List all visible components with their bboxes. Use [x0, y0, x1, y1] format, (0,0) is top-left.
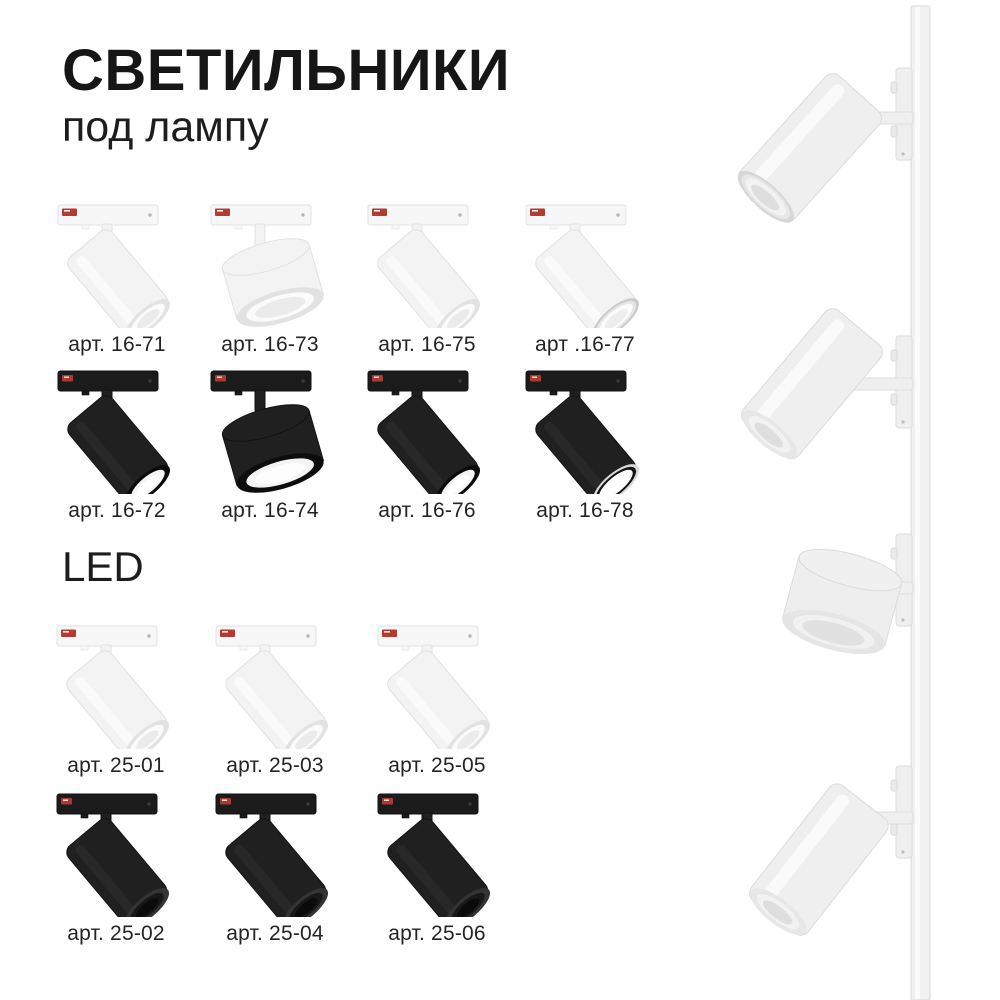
spotlight-cylinder-black-icon [510, 362, 660, 494]
spotlight-cylinder-black-icon [352, 362, 502, 494]
product-card [190, 196, 350, 357]
spotlight-illustration [41, 617, 191, 749]
product-article-label: арт. 16-78 [536, 499, 634, 522]
spotlight-cylinder-white-icon [510, 196, 660, 328]
spotlight-illustration [195, 196, 345, 328]
product-article-label: арт. 25-02 [67, 922, 165, 945]
spotlight-cylinder-black-icon [42, 362, 192, 494]
product-card [505, 196, 665, 357]
spotlight-illustration [200, 617, 350, 749]
product-card [347, 196, 507, 357]
product-card [357, 617, 517, 778]
spotlight-illustration [195, 362, 345, 494]
product-article-label: арт. 25-03 [226, 754, 324, 777]
spotlight-cylinder-white-icon [362, 617, 512, 749]
product-card [347, 362, 507, 523]
product-card [36, 785, 196, 946]
four-spotlight-track-icon [690, 0, 1000, 1000]
spotlight-illustration [42, 362, 192, 494]
spotlight-illustration [42, 196, 192, 328]
spotlight-cylinder-white-icon [352, 196, 502, 328]
page-subtitle: под лампу [62, 103, 269, 151]
product-article-label: арт .16-77 [535, 333, 635, 356]
spotlight-cylinder-black-icon [200, 785, 350, 917]
product-card [195, 785, 355, 946]
product-article-label: арт. 16-71 [68, 333, 166, 356]
product-article-label: арт. 16-76 [378, 499, 476, 522]
product-article-label: арт. 16-72 [68, 499, 166, 522]
product-card [505, 362, 665, 523]
product-card [190, 362, 350, 523]
spotlight-cylinder-black-icon [41, 785, 191, 917]
spotlight-drum-white-icon [195, 196, 345, 328]
product-article-label: арт. 25-06 [388, 922, 486, 945]
product-card [36, 617, 196, 778]
product-card [357, 785, 517, 946]
spotlight-illustration [352, 196, 502, 328]
spotlight-illustration [41, 785, 191, 917]
product-card [37, 196, 197, 357]
spotlight-illustration [510, 196, 660, 328]
spotlight-cylinder-white-icon [41, 617, 191, 749]
spotlight-illustration [362, 617, 512, 749]
product-article-label: арт. 25-01 [67, 754, 165, 777]
spotlight-illustration [510, 362, 660, 494]
spotlight-illustration [362, 785, 512, 917]
spotlight-cylinder-white-icon [42, 196, 192, 328]
spotlight-cylinder-black-icon [362, 785, 512, 917]
product-card [37, 362, 197, 523]
spotlight-illustration [352, 362, 502, 494]
spotlight-illustration [200, 785, 350, 917]
product-article-label: арт. 16-74 [221, 499, 319, 522]
spotlight-drum-black-icon [195, 362, 345, 494]
track-rail-display [690, 0, 1000, 1000]
product-article-label: арт. 25-05 [388, 754, 486, 777]
product-card [195, 617, 355, 778]
product-article-label: арт. 25-04 [226, 922, 324, 945]
product-article-label: арт. 16-75 [378, 333, 476, 356]
page-title: СВЕТИЛЬНИКИ [62, 38, 511, 103]
product-article-label: арт. 16-73 [221, 333, 319, 356]
led-section-heading: LED [62, 543, 144, 590]
spotlight-cylinder-white-icon [200, 617, 350, 749]
